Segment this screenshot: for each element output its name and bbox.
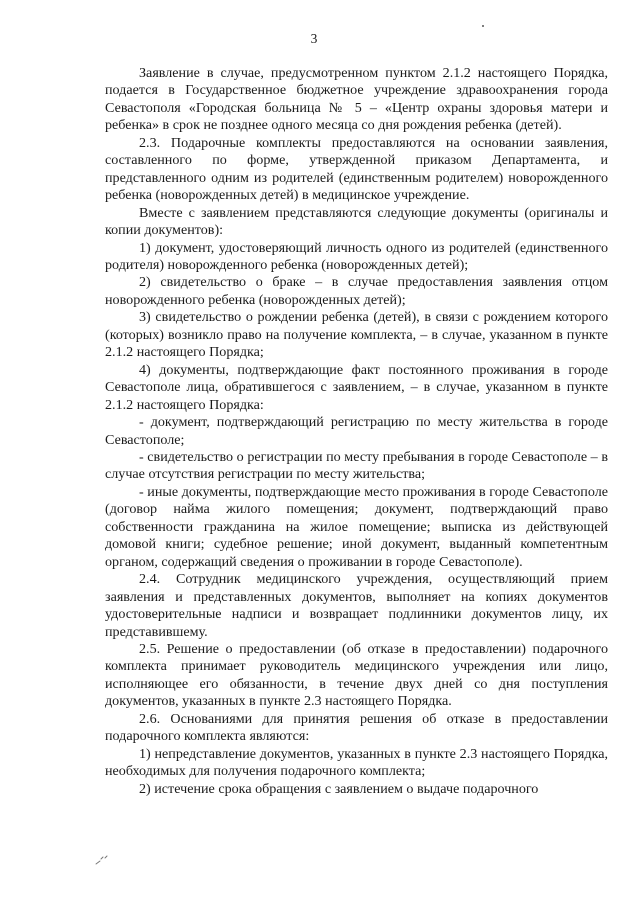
page-number: 3 <box>310 31 318 46</box>
paragraph: 1) документ, удостоверяющий личность одного из родителей (единственного родителя) новорожденного ребенка (новорожденных детей); <box>105 239 608 273</box>
paragraph: 2.4. Сотрудник медицинского учреждения, осуществляющий прием заявления и представленных документов, выполняет на копиях документов удостоверительные надписи и возвращает подлинники документов лицу, их представившему. <box>105 571 608 640</box>
paragraph: 2) истечение срока обращения с заявлением о выдаче подарочного <box>139 780 539 797</box>
paragraph: 1) непредставление документов, указанных в пункте 2.3 настоящего Порядка, необходимых для получения подарочного комплекта; <box>105 745 608 780</box>
pen-mark-icon <box>94 853 114 867</box>
paragraph: 2.6. Основаниями для принятия решения об отказе в предоставлении подарочного комплекта являются: <box>105 710 608 745</box>
paragraph: 2.3. Подарочные комплекты предоставляются на основании заявления, составленного по форме, утвержденной приказом Департамента, и представленного одним из родителей (единственным родителем) новорожденного ребенка (новорожденных детей) в медицинское учреждение. <box>105 134 608 204</box>
paragraph: Вместе с заявлением представляются следующие документы (оригиналы и копии документов): <box>105 204 608 239</box>
paragraph: Заявление в случае, предусмотренном пунктом 2.1.2 настоящего Порядка, подается в Государственное бюджетное учреждение здравоохранения города Севастополя «Городская больница № 5 – «Центр охраны здоровья матери и ребенка» в срок не позднее одного месяца со дня рождения ребенка (детей). <box>105 65 608 134</box>
paragraph: - свидетельство о регистрации по месту пребывания в городе Севастополе – в случае отсутствия регистрации по месту жительства; <box>105 448 608 483</box>
paragraph: - иные документы, подтверждающие место проживания в городе Севастополе (договор найма жилого помещения; документ, подтверждающий право собственности гражданина на жилое помещение; выписка из действующей домовой книги; судебное решение; иной документ, выданный компетентным органом, содержащий сведения о проживании в городе Севастополе). <box>105 483 608 570</box>
paragraph: 4) документы, подтверждающие факт постоянного проживания в городе Севастополе лица, обратившегося с заявлением, – в случае, указанном в пункте 2.1.2 настоящего Порядка: <box>105 361 608 413</box>
paragraph: 3) свидетельство о рождении ребенка (детей), в связи с рождением которого (которых) возникло право на получение комплекта, – в случае, указанном в пункте 2.1.2 настоящего Порядка; <box>105 309 608 361</box>
paragraph: 2) свидетельство о браке – в случае предоставления заявления отцом новорожденного ребенка (новорожденных детей); <box>105 274 608 308</box>
paragraph: 2.5. Решение о предоставлении (об отказе в предоставлении) подарочного комплекта принимает руководитель медицинского учреждения или лицо, исполняющее его обязанности, в течение двух дней со дня поступления документов, указанных в пункте 2.3 настоящего Порядка. <box>105 640 608 710</box>
document-body <box>105 65 608 798</box>
paragraph: - документ, подтверждающий регистрацию по месту жительства в городе Севастополе; <box>105 414 608 448</box>
scan-speck <box>482 25 484 27</box>
